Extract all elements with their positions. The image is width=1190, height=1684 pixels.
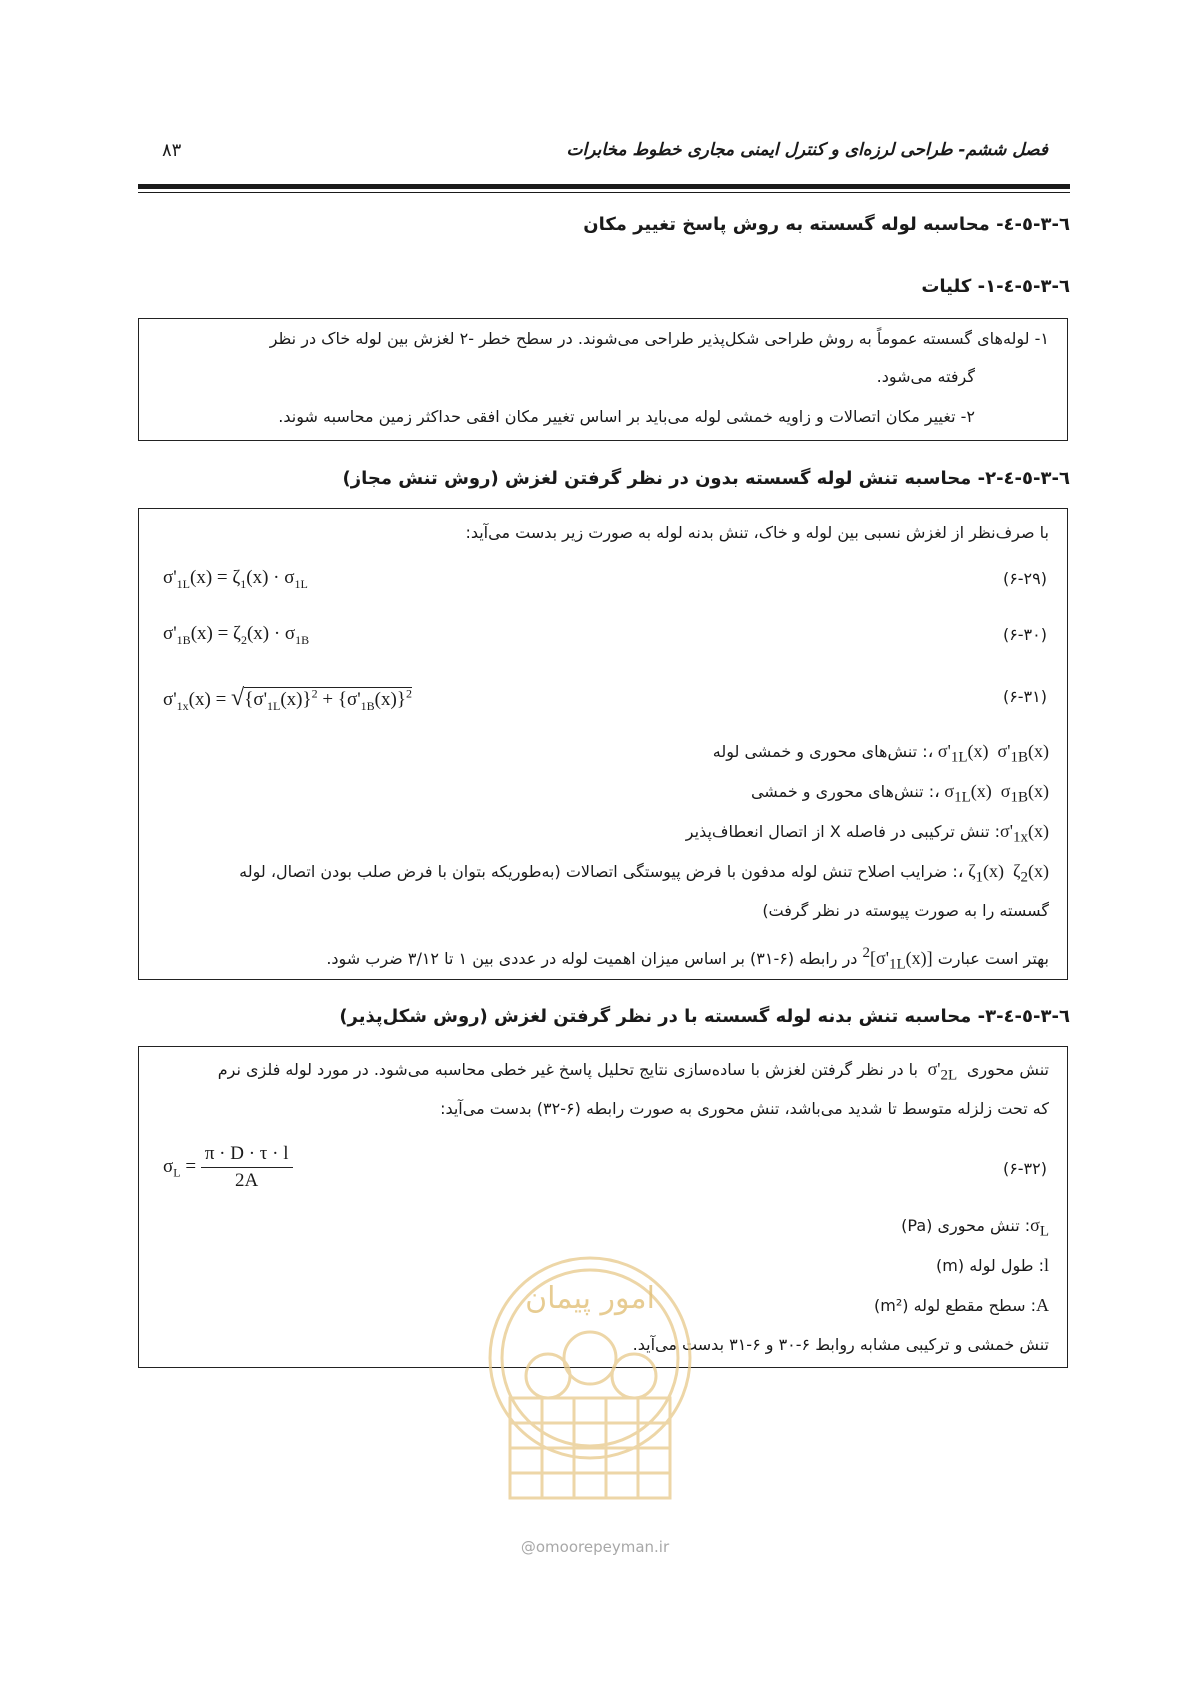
equation-29: $\sigma'_{1L}(x) = \zeta_1(x) \cdot \sigma_{1L}$ bbox=[163, 567, 308, 591]
watermark-text: امور پیمان bbox=[525, 1281, 655, 1316]
equation-32: $\sigma_L$ = $\frac{\pi \cdot D \cdot \tau \cdot l}{2A}$ bbox=[163, 1143, 293, 1192]
subsection-heading-allowable: ٦-٣-٥-٤-٢- محاسبه تنش لوله گسسته بدون در نظر گرفتن لغزش (روش تنش مجاز) bbox=[342, 468, 1070, 489]
definition-text: : ضرایب اصلاح تنش لوله مدفون با فرض پیوستگی اتصالات (به‌طوریکه بتوان با فرض صلب بودن اتصال، لوله bbox=[239, 862, 958, 881]
footer-url: @omoorepeyman.ir bbox=[520, 1538, 670, 1556]
header-rule-thin bbox=[138, 192, 1070, 193]
definition-axial-bending-pipe bbox=[713, 741, 1049, 768]
page-header bbox=[160, 140, 1048, 170]
chapter-title: فصل ششم- طراحی لرزه‌ای و کنترل ایمنی مجاری خطوط مخابرات bbox=[566, 140, 1048, 160]
definition-text: : تنش محوری (Pa) bbox=[901, 1216, 1031, 1235]
ductile-symbol: $\sigma'_{2L}$ bbox=[927, 1059, 962, 1084]
section-heading: ٦-٣-٥-٤- محاسبه لوله گسسته به روش پاسخ تغییر مکان bbox=[583, 214, 1070, 235]
definition-text: : تنش‌های محوری و خمشی لوله bbox=[712, 742, 928, 761]
subsection-heading-general: ٦-٣-٥-٤-١- کلیات bbox=[921, 276, 1070, 297]
general-line-2: گرفته می‌شود. bbox=[876, 367, 975, 386]
definition-text: : تنش‌های محوری و خمشی bbox=[750, 782, 935, 801]
definition-symbols: $\sigma'_{1L}(x)$ $\sigma'_{1B}(x)$ ، bbox=[927, 741, 1049, 766]
definition-text: : طول لوله (m) bbox=[936, 1256, 1044, 1275]
definition-symbols: $\sigma_{1L}(x)$ $\sigma_{1B}(x)$ ، bbox=[934, 781, 1049, 806]
equation-31-number: (۶-۳۱) bbox=[1002, 687, 1047, 706]
ductile-line-1 bbox=[218, 1059, 1049, 1086]
definition-symbols: $\sigma_L$ bbox=[1030, 1215, 1049, 1240]
definition-symbols: A bbox=[1036, 1295, 1049, 1315]
definition-sigma-l bbox=[901, 1215, 1049, 1242]
note-part-a: بهتر است عبارت bbox=[937, 949, 1049, 968]
ductile-closing: تنش خمشی و ترکیبی مشابه روابط ۶-۳۰ و ۶-۳۱ بدست می‌آید. bbox=[632, 1335, 1049, 1354]
importance-note bbox=[326, 943, 1049, 975]
definition-axial-bending bbox=[751, 781, 1049, 808]
definition-symbols: $\zeta_1(x)$ $\zeta_2(x)$ ، bbox=[957, 861, 1049, 886]
ductile-line-1a: تنش محوری bbox=[966, 1060, 1049, 1079]
page-number: ۸۳ bbox=[162, 140, 182, 161]
definition-symbols: $\sigma'_{1x}(x)$ bbox=[1000, 821, 1049, 846]
note-part-b: در رابطه (۶-۳۱) بر اساس میزان اهمیت لوله در عددی بین ۱ تا ۳/۱۲ ضرب شود. bbox=[326, 949, 858, 968]
equation-32-number: (۶-۳۲) bbox=[1002, 1159, 1047, 1178]
ductile-line-1b: با در نظر گرفتن لغزش با ساده‌سازی نتایج تحلیل پاسخ غیر خطی محاسبه می‌شود. در مورد لوله فلزی نرم bbox=[217, 1060, 918, 1079]
watermark-logo bbox=[470, 1248, 710, 1508]
header-rule-thick bbox=[138, 184, 1070, 189]
definition-combined bbox=[686, 821, 1049, 848]
note-symbol: $[\sigma'_{1L}(x)]^2$ bbox=[862, 945, 933, 973]
definition-area bbox=[874, 1295, 1049, 1316]
equation-30-number: (۶-۳۰) bbox=[1002, 625, 1047, 644]
ductile-line-2: که تحت زلزله متوسط تا شدید می‌باشد، تنش محوری به صورت رابطه (۶-۳۲) بدست می‌آید: bbox=[440, 1099, 1049, 1118]
general-line-1: ١- لوله‌های گسسته عموماً به روش طراحی شکل‌پذیر طراحی می‌شوند. در سطح خطر -٢ لغزش بین لوله خاک در نظر bbox=[269, 329, 1049, 348]
definition-length bbox=[936, 1255, 1049, 1276]
equation-29-number: (۶-۲۹) bbox=[1002, 569, 1047, 588]
definition-symbols: l bbox=[1043, 1255, 1049, 1275]
equation-30: $\sigma'_{1B}(x) = \zeta_2(x) \cdot \sigma_{1B}$ bbox=[163, 623, 310, 647]
definition-text: : تنش ترکیبی در فاصله X از اتصال انعطاف‌پذیر bbox=[685, 822, 1001, 841]
allowable-intro: با صرف‌نظر از لغزش نسبی بین لوله و خاک، تنش بدنه لوله به صورت زیر بدست می‌آید: bbox=[465, 523, 1049, 542]
equation-31: $\sigma'_{1x}(x) = √\{\sigma'_{1L}(x)\}^2 + \{\sigma'_{1B}(x)\}^2$ bbox=[163, 685, 412, 713]
definition-correction-cont: گسسته را به صورت پیوسته در نظر گرفت) bbox=[762, 901, 1049, 920]
definition-text: : سطح مقطع لوله (m²) bbox=[874, 1296, 1036, 1315]
definition-correction-factors bbox=[239, 861, 1049, 888]
subsection-heading-ductile: ٦-٣-٥-٤-٣- محاسبه تنش بدنه لوله گسسته با در نظر گرفتن لغزش (روش شکل‌پذیر) bbox=[339, 1006, 1070, 1027]
general-box bbox=[138, 318, 1068, 441]
allowable-box bbox=[138, 508, 1068, 980]
general-line-3: ٢- تغییر مکان اتصالات و زاویه خمشی لوله می‌باید بر اساس تغییر مکان افقی حداکثر زمین محاسبه شوند. bbox=[278, 407, 975, 426]
